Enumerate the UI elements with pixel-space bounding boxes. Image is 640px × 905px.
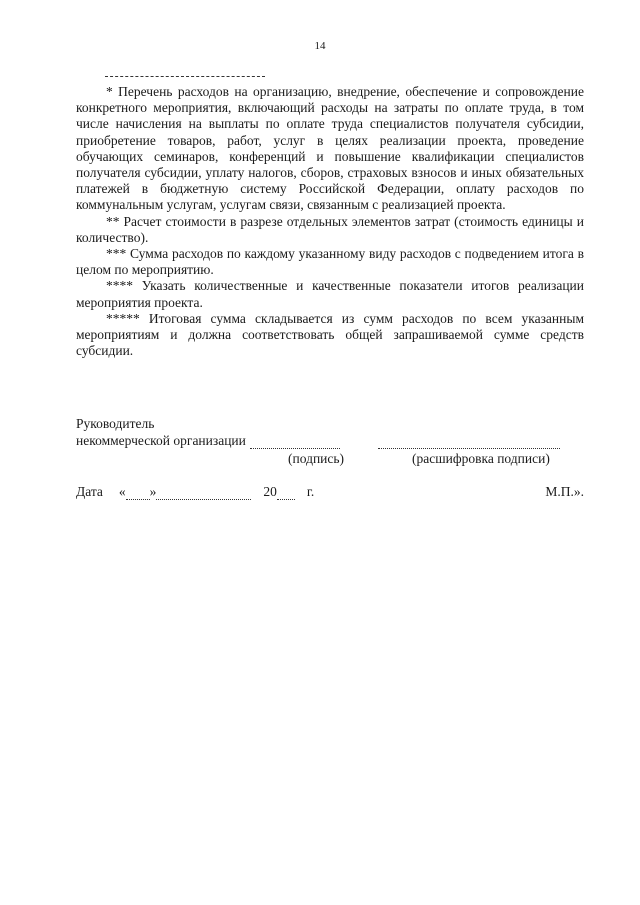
year-suffix: г. bbox=[306, 484, 315, 499]
footnote-4: **** Указать количественные и качественные показатели итогов реализации мероприятия проекта. bbox=[76, 278, 584, 310]
footnotes bbox=[76, 84, 584, 359]
stamp-label: М.П.». bbox=[545, 484, 584, 499]
date-row bbox=[76, 484, 584, 500]
month-field[interactable] bbox=[156, 487, 251, 500]
quote-close: » bbox=[149, 484, 157, 499]
signature-caption: (подпись) bbox=[288, 451, 345, 467]
year-prefix: 20 bbox=[263, 484, 277, 499]
signature-transcript-field[interactable] bbox=[378, 435, 560, 449]
signature-transcript-caption: (расшифровка подписи) bbox=[412, 451, 550, 467]
footnote-5: ***** Итоговая сумма складывается из сумм расходов по всем указанным мероприятиям и должна соответствовать общей запрашиваемой сумме средств субсидии. bbox=[76, 310, 584, 359]
day-field[interactable] bbox=[126, 487, 150, 500]
signature-block bbox=[76, 416, 584, 469]
signer-role-line2: некоммерческой организации bbox=[76, 433, 246, 448]
footnote-3: *** Сумма расходов по каждому указанному виду расходов с подведением итога в целом по мероприятию. bbox=[76, 246, 584, 278]
signer-role-line1: Руководитель bbox=[76, 416, 155, 431]
footnote-2: ** Расчет стоимости в разрезе отдельных элементов затрат (стоимость единицы и количество). bbox=[76, 213, 584, 245]
signature-captions bbox=[76, 449, 584, 469]
year-field[interactable] bbox=[277, 487, 295, 500]
footnote-1: * Перечень расходов на организацию, внедрение, обеспечение и сопровождение конкретного мероприятия, включающий расходы на затраты по оплате труда, в том числе начисления на выплаты по оплате труда специалистов получателя субсидии, приобретение товаров, работ, услуг в целях реализации проекта, проведение обучающих семинаров, конференций и повышение квалификации специалистов получателя субсидии, уплату налогов, сборов, страховых взносов и иных обязательных платежей в бюджетную систему Российской Федерации, оплату расходов по коммунальным услугам, услугам связи, связанным с реализацией проекта. bbox=[76, 84, 584, 213]
date-label: Дата bbox=[76, 484, 103, 499]
signature-field[interactable] bbox=[250, 435, 340, 449]
footnote-separator bbox=[105, 76, 265, 77]
page-number: 14 bbox=[314, 40, 326, 52]
signature-row bbox=[76, 432, 584, 449]
quote-open: « bbox=[118, 484, 126, 499]
